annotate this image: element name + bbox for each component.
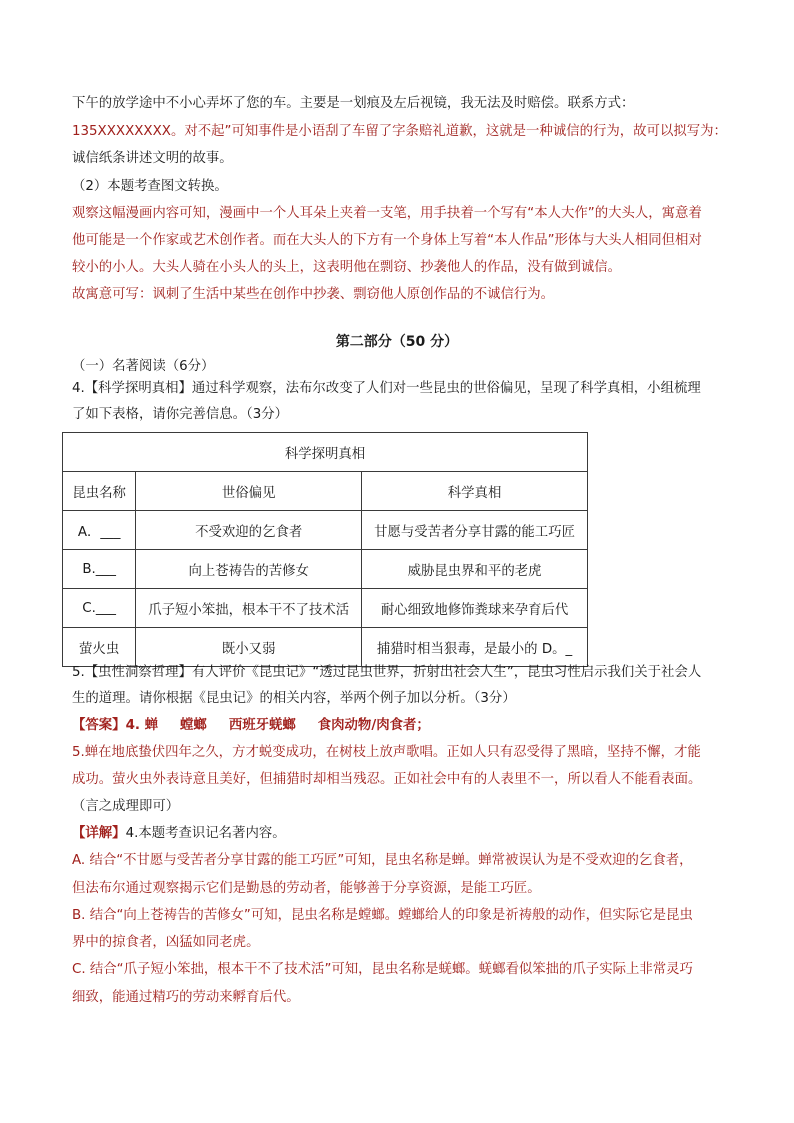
section-subtitle: （一）名著阅读（6分）: [72, 359, 215, 374]
answer-label: 【答案】: [72, 718, 126, 733]
section-title: 第二部分（50 分）: [335, 334, 459, 350]
table-row: [63, 628, 588, 667]
table-cell: 爪子短小笨拙，根本干不了技术活: [136, 589, 362, 628]
text-line: 诚信纸条讲述文明的故事。: [72, 151, 233, 166]
table-cell: 耐心细致地修饰粪球来孕育后代: [362, 589, 588, 628]
answer-item: 食肉动物/肉食者；: [317, 718, 430, 733]
answer-item: 4. 蝉: [125, 718, 159, 733]
answer-note: （言之成理即可）: [72, 799, 180, 814]
text-line: 观察这幅漫画内容可知，漫画中一个人耳朵上夹着一支笔，用手抉着一个写有“本人大作”的大头人，寓意着: [72, 206, 702, 221]
question-5-line: 5.【虫性洞察哲理】有人评价《昆虫记》“透过昆虫世界，折射出社会人生”，昆虫习性启示我们关于社会人: [72, 665, 702, 680]
header-truth: 科学真相: [362, 472, 588, 511]
table-cell: A．___: [63, 511, 136, 550]
question-5-line: 生的道理。请你根据《昆虫记》的相关内容，举两个例子加以分析。（3分）: [72, 691, 516, 706]
header-prejudice: 世俗偏见: [136, 472, 362, 511]
detail-line: [72, 825, 286, 843]
table-cell: B.___: [63, 550, 136, 589]
table-cell: 不受欢迎的乞食者: [136, 511, 362, 550]
table-title: 科学探明真相: [63, 433, 588, 472]
answer-line: [72, 717, 430, 735]
table-cell: C.___: [63, 589, 136, 628]
table-cell: 甘愿与受苦者分享甘露的能工巧匠: [362, 511, 588, 550]
detail-label: 【详解】: [72, 826, 126, 841]
detail-line: B. 结合“向上苍祷告的苦修女”可知，昆虫名称是螳螂。螳螂给人的印象是祈祷般的动作，但实际它是昆虫: [72, 908, 693, 923]
text-line: 他可能是一个作家或艺术创作者。而在大头人的下方有一个身体上写着“本人作品”形体与大头人相同但相对: [72, 233, 702, 248]
question-4-line: 4.【科学探明真相】通过科学观察，法布尔改变了人们对一些昆虫的世俗偏见，呈现了科学真相，小组梳理: [72, 381, 701, 396]
table-cell: 威胁昆虫界和平的老虎: [362, 550, 588, 589]
detail-line: C. 结合“爪子短小笨拙，根本干不了技术活”可知，昆虫名称是蜣螂。蜣螂看似笨拙的爪子实际上非常灵巧: [72, 962, 693, 977]
table-cell: 萤火虫: [63, 628, 136, 667]
table-cell: 既小又弱: [136, 628, 362, 667]
science-table: [62, 432, 588, 667]
text-line: 下午的放学途中不小心弄坏了您的车。主要是一划痕及左后视镜，我无法及时赔偿。联系方式：: [72, 96, 635, 111]
table-cell: 捕猎时相当狠毒，是最小的 D。_: [362, 628, 588, 667]
detail-line: 细致，能通过精巧的劳动来孵育后代。: [72, 990, 300, 1005]
question-4-line: 了如下表格，请你完善信息。（3分）: [72, 407, 289, 422]
answer-item: 螳螂: [180, 718, 207, 733]
text-line: 135XXXXXXXX。对不起”可知事件是小语刮了车留了字条赔礼道歉，这就是一种诚信的行为，故可以拟写为：: [72, 124, 727, 139]
table-row: [63, 550, 588, 589]
detail-line: A. 结合“不甘愿与受苦者分享甘露的能工巧匠”可知，昆虫名称是蝉。蝉常被误认为是不受欢迎的乞食者，: [72, 853, 693, 868]
detail-line: 界中的掠食者，凶猛如同老虎。: [72, 935, 260, 950]
table-row: [63, 589, 588, 628]
table-row: [63, 511, 588, 550]
header-insect-name: 昆虫名称: [63, 472, 136, 511]
text-line: 较小的小人。大头人骑在小头人的头上，这表明他在剽窃、抄袭他人的作品，没有做到诚信。: [72, 260, 622, 275]
detail-line: 但法布尔通过观察揭示它们是勤恳的劳动者，能够善于分享资源，是能工巧匠。: [72, 881, 541, 896]
detail-intro: 4.本题考查识记名著内容。: [125, 826, 286, 841]
text-line: （2）本题考查图文转换。: [72, 179, 228, 194]
answer-line: 5.蝉在地底蛰伏四年之久，方才蜕变成功，在树枝上放声歌唱。正如人只有忍受得了黑暗，坚持不懈，才能: [72, 745, 701, 760]
table-header-row: [63, 472, 588, 511]
text-line: 故寓意可写：讽刺了生活中某些在创作中抄袭、剽窃他人原创作品的不诚信行为。: [72, 287, 555, 302]
table-cell: 向上苍祷告的苦修女: [136, 550, 362, 589]
answer-item: 西班牙蜣螂: [228, 718, 296, 733]
answer-line: 成功。萤火虫外表诗意且美好，但捕猎时却相当残忍。正如社会中有的人表里不一，所以看人不能看表面。: [72, 772, 702, 787]
table-title-row: [63, 433, 588, 472]
